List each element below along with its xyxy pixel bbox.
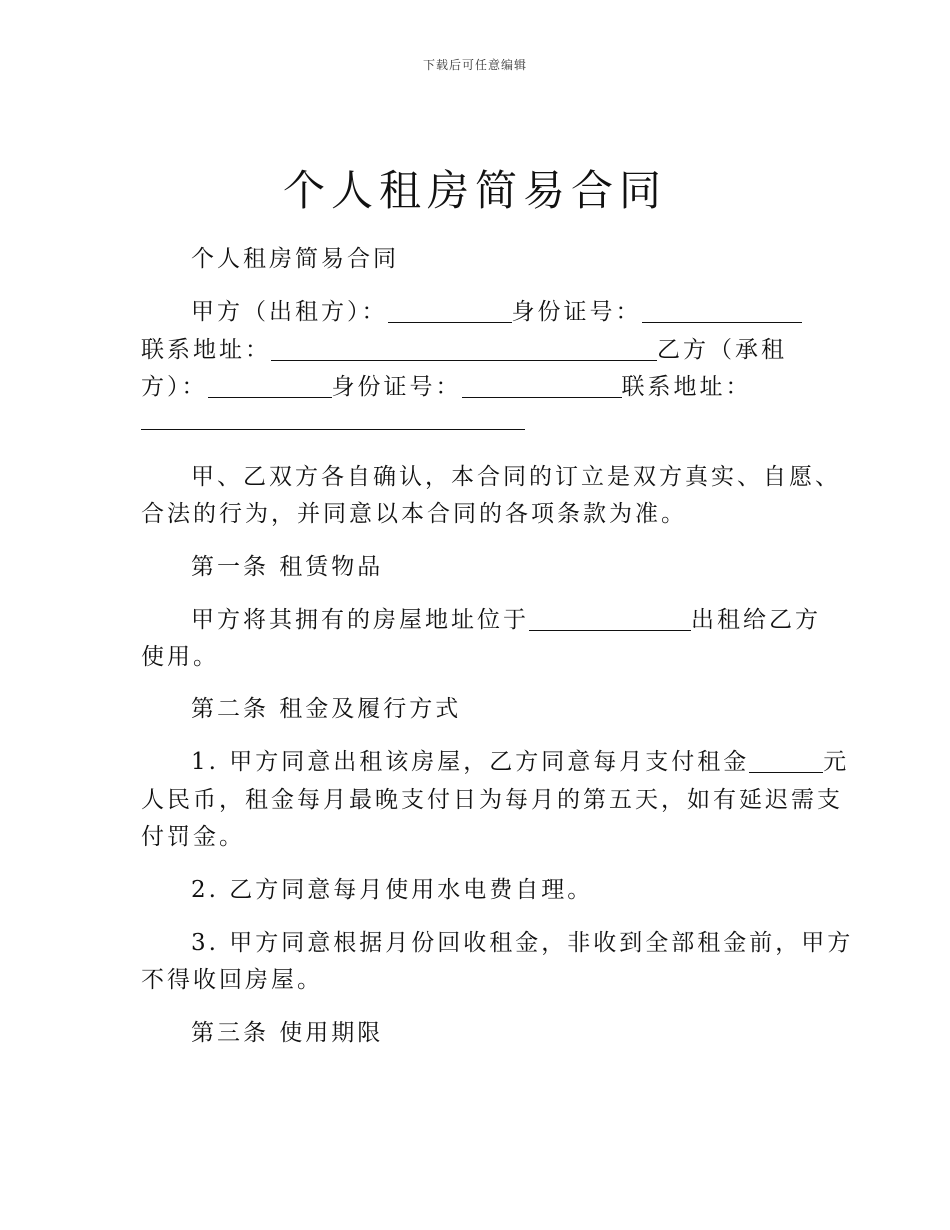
property-address-blank [529,608,691,631]
article-1-text-b: 出租给乙方 [691,607,821,633]
party-b-id-label: 身份证号： [331,374,462,400]
article-2-item-1-text-a: 1. 甲方同意出租该房屋，乙方同意每月支付租金 [191,749,750,775]
rent-amount-blank [749,750,823,773]
article-2-item-1-line-1 [0,743,950,776]
party-a-id-label: 身份证号： [511,299,642,325]
article-2-item-1-text-b: 元 [823,749,850,775]
party-b-name-blank [208,375,332,398]
article-2-item-2: 2. 乙方同意每月使用水电费自理。 [191,877,594,903]
party-b-label-start: 乙方（承租 [657,337,787,363]
confirm-line-2: 合法的行为，并同意以本合同的各项条款为准。 [141,501,687,527]
article-2-item-1-line-3: 付罚金。 [141,824,245,850]
article-1-line-1 [0,601,950,634]
party-a-address-label: 联系地址： [141,337,271,363]
confirm-line-1: 甲、乙双方各自确认，本合同的订立是双方真实、自愿、 [191,464,841,490]
party-b-address-line [0,406,950,432]
party-b-address-label: 联系地址： [621,374,752,400]
article-2-item-3-line-1: 3. 甲方同意根据月份回收租金，非收到全部租金前，甲方 [191,930,854,956]
article-1-text-a: 甲方将其拥有的房屋地址位于 [191,607,529,633]
party-a-address-line [0,331,950,364]
party-a-address-blank [271,338,657,361]
article-1-heading: 第一条 租赁物品 [191,554,384,580]
article-2-item-1-line-2: 人民币，租金每月最晚支付日为每月的第五天，如有延迟需支 [141,787,843,813]
party-a-id-blank [642,300,802,323]
header-note: 下载后可任意编辑 [422,58,527,72]
party-a-name-blank [388,300,512,323]
party-b-label-end: 方）： [141,374,208,400]
article-3-heading: 第三条 使用期限 [191,1020,384,1046]
article-2-heading: 第二条 租金及履行方式 [191,696,462,722]
document-subtitle: 个人租房简易合同 [191,246,399,272]
party-b-line [0,368,950,401]
article-1-line-2: 使用。 [141,644,219,670]
article-2-item-3-line-2: 不得收回房屋。 [141,967,323,993]
party-a-label: 甲方（出租方）： [191,299,388,325]
party-a-line [0,293,950,326]
party-b-address-blank [141,407,525,430]
document-title: 个人租房简易合同 [282,166,667,215]
party-b-id-blank [462,375,622,398]
